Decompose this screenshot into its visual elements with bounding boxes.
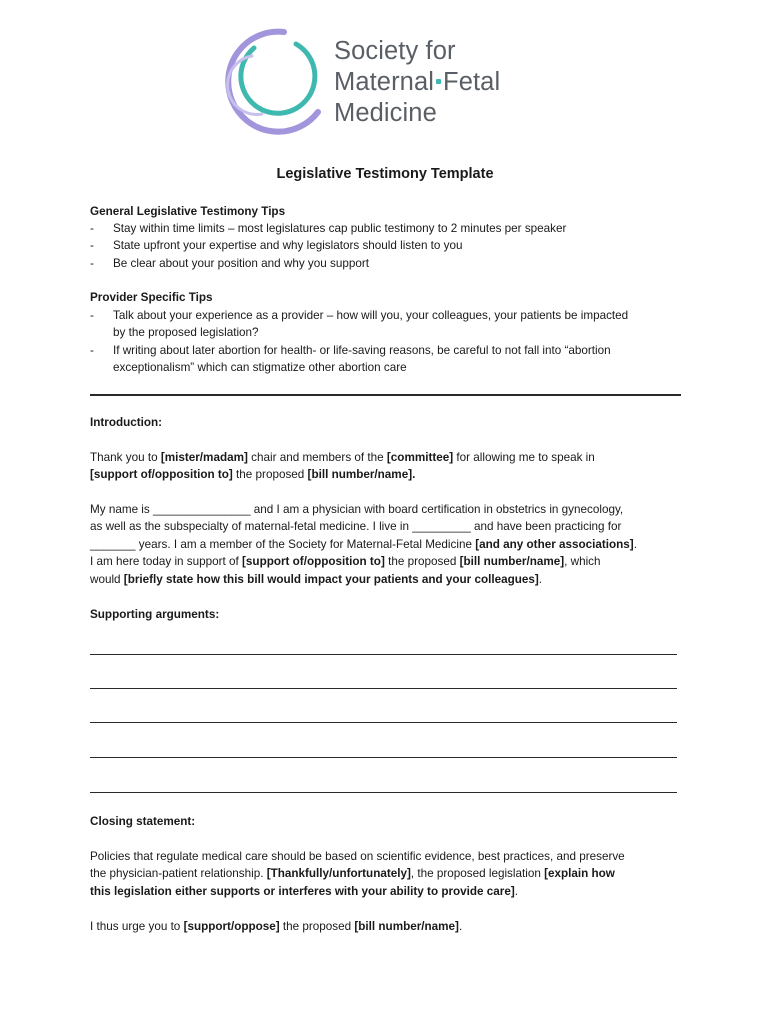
write-line[interactable] <box>90 757 677 758</box>
document-title: Legislative Testimony Template <box>276 166 494 182</box>
bullet-dash: - <box>90 222 94 235</box>
logo-line-1: Society for <box>334 37 456 65</box>
intro-paragraph-2-line-3: _______ years. I am a member of the Society for Maternal-Fetal Medicine [and any other associations]. <box>90 538 637 551</box>
logo-wordmark <box>334 36 500 129</box>
logo-line-3: Medicine <box>334 99 437 127</box>
write-line[interactable] <box>90 722 677 723</box>
intro-paragraph-1-line-2: [support of/opposition to] the proposed [bill number/name]. <box>90 468 416 481</box>
provider-tip-1-line-2: by the proposed legislation? <box>113 326 259 339</box>
intro-paragraph-2-line-4: I am here today in support of [support of/opposition to] the proposed [bill number/name], which <box>90 555 601 568</box>
bullet-dash: - <box>90 257 94 270</box>
general-tip-2: State upfront your expertise and why legislators should listen to you <box>113 239 463 252</box>
general-tips-heading: General Legislative Testimony Tips <box>90 205 286 218</box>
closing-statement-heading: Closing statement: <box>90 815 196 828</box>
smfm-logo <box>222 26 532 138</box>
intro-paragraph-2-line-2: as well as the subspecialty of maternal-fetal medicine. I live in _________ and have been practicing for <box>90 520 622 533</box>
intro-paragraph-1-line-1: Thank you to [mister/madam] chair and members of the [committee] for allowing me to speak in <box>90 451 595 464</box>
bullet-dash: - <box>90 239 94 252</box>
write-line[interactable] <box>90 654 677 655</box>
provider-tip-2-line-2: exceptionalism” which can stigmatize other abortion care <box>113 361 407 374</box>
bullet-dash: - <box>90 344 94 357</box>
logo-line-2: Maternal Fetal <box>334 68 501 96</box>
general-tip-1: Stay within time limits – most legislatures cap public testimony to 2 minutes per speaker <box>113 222 567 235</box>
closing-paragraph-line-2: the physician-patient relationship. [Thankfully/unfortunately], the proposed legislation [explain how <box>90 867 615 880</box>
supporting-arguments-heading: Supporting arguments: <box>90 608 220 621</box>
provider-tip-1-line-1: Talk about your experience as a provider – how will you, your colleagues, your patients be impacted <box>113 309 629 322</box>
write-line[interactable] <box>90 688 677 689</box>
provider-tip-2-line-1: If writing about later abortion for health- or life-saving reasons, be careful to not fall into “abortion <box>113 344 611 357</box>
provider-tips-heading: Provider Specific Tips <box>90 291 213 304</box>
intro-paragraph-2-line-1: My name is _______________ and I am a physician with board certification in obstetrics in gynecology, <box>90 503 624 516</box>
closing-urge-line: I thus urge you to [support/oppose] the proposed [bill number/name]. <box>90 920 463 933</box>
bullet-dash: - <box>90 309 94 322</box>
intro-paragraph-2-line-5: would [briefly state how this bill would impact your patients and your colleagues]. <box>90 573 543 586</box>
closing-paragraph-line-3: this legislation either supports or interferes with your ability to provide care]. <box>90 885 518 898</box>
closing-paragraph-line-1: Policies that regulate medical care should be based on scientific evidence, best practices, and preserve <box>90 850 625 863</box>
write-line[interactable] <box>90 792 677 793</box>
introduction-heading: Introduction: <box>90 416 163 429</box>
general-tip-3: Be clear about your position and why you support <box>113 257 369 270</box>
logo-dot-icon <box>436 79 441 84</box>
logo-ring-icon <box>222 26 332 138</box>
section-divider <box>90 394 681 396</box>
